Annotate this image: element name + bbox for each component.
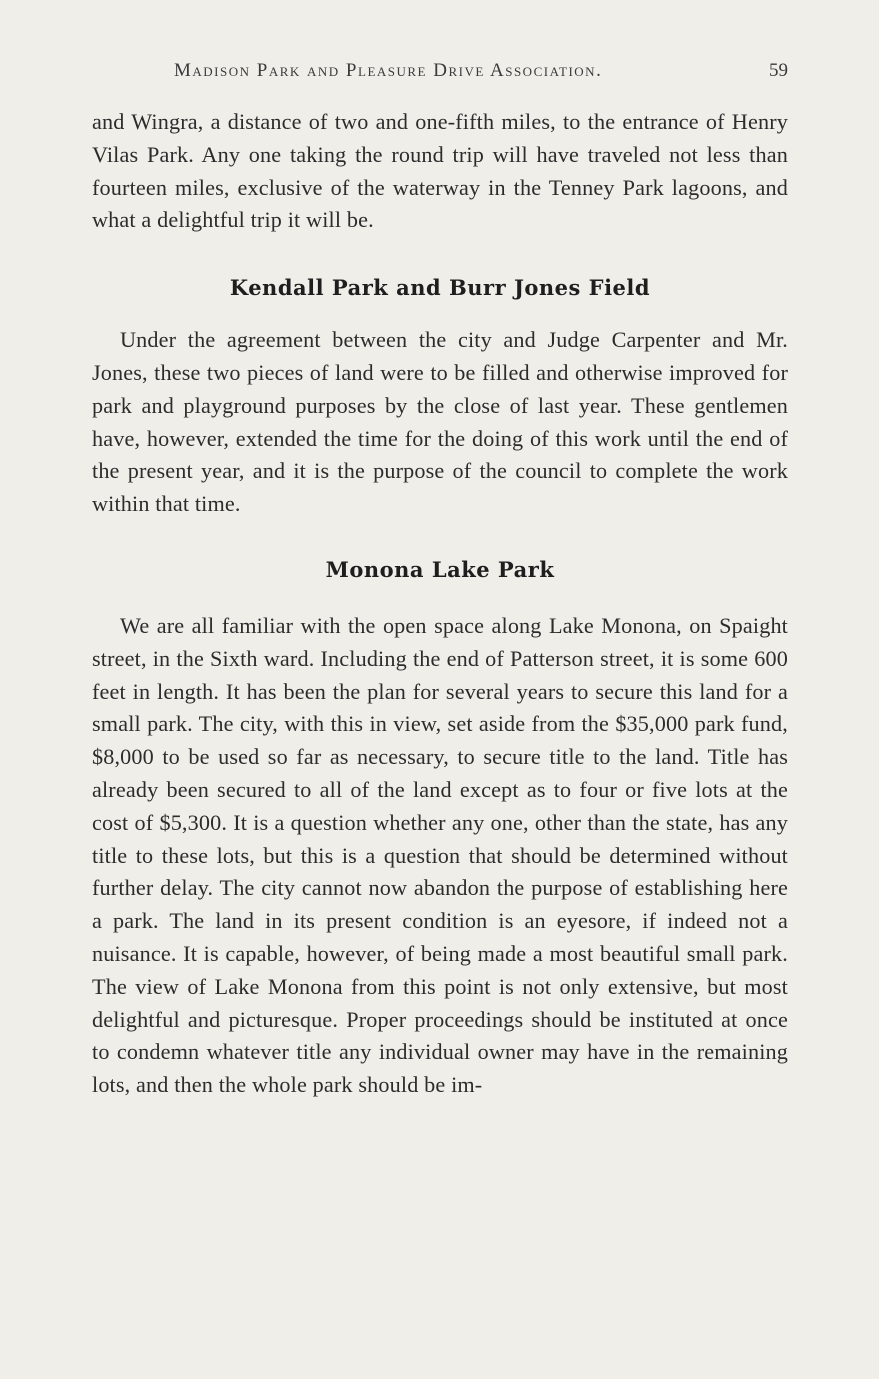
running-head xyxy=(92,58,788,86)
book-page xyxy=(92,58,788,1102)
paragraph-monona-lake-park: We are all familiar with the open space along Lake Monona, on Spaight street, in the Sixth ward. Including the end of Patterson street, it is some 600 feet in length. It has been the plan for several years to secure this land for a small park. The city, with this in view, set aside from the $35,000 park fund, $8,000 to be used so far as necessary, to secure title to the land. Title has already been secured to all of the land except as to four or five lots at the cost of $5,300. It is a question whether any one, other than the state, has any title to these lots, but this is a question that should be determined without further delay. The city cannot now abandon the purpose of establishing here a park. The land in its present condition is an eyesore, if indeed not a nuisance. It is capable, however, of being made a most beautiful small park. The view of Lake Monona from this point is not only extensive, but most delightful and picturesque. Proper proceedings should be instituted at once to condemn whatever title any individual owner may have in the remaining lots, and then the whole park should be im- xyxy=(92,612,788,1098)
paragraph-continuation: and Wingra, a distance of two and one-fifth miles, to the entrance of Henry Vilas Park. Any one taking the round trip will have traveled not less than fourteen miles, exclusive of the waterway in the Tenney Park lagoons, and what a delightful trip it will be. xyxy=(92,109,788,233)
section-heading-monona-lake-park: Monona Lake Park xyxy=(325,556,555,582)
page-number: 59 xyxy=(769,60,788,81)
section-heading-kendall-park: Kendall Park and Burr Jones Field xyxy=(229,275,651,301)
paragraph-kendall-park: Under the agreement between the city and Judge Carpenter and Mr. Jones, these two pieces of land were to be filled and otherwise improved for park and playground purposes by the close of last year. These gentlemen have, however, extended the time for the doing of this work until the end of the present year, and it is the purpose of the council to complete the work within that time. xyxy=(92,327,788,517)
running-head-title: Madison Park and Pleasure Drive Association. xyxy=(174,60,603,81)
